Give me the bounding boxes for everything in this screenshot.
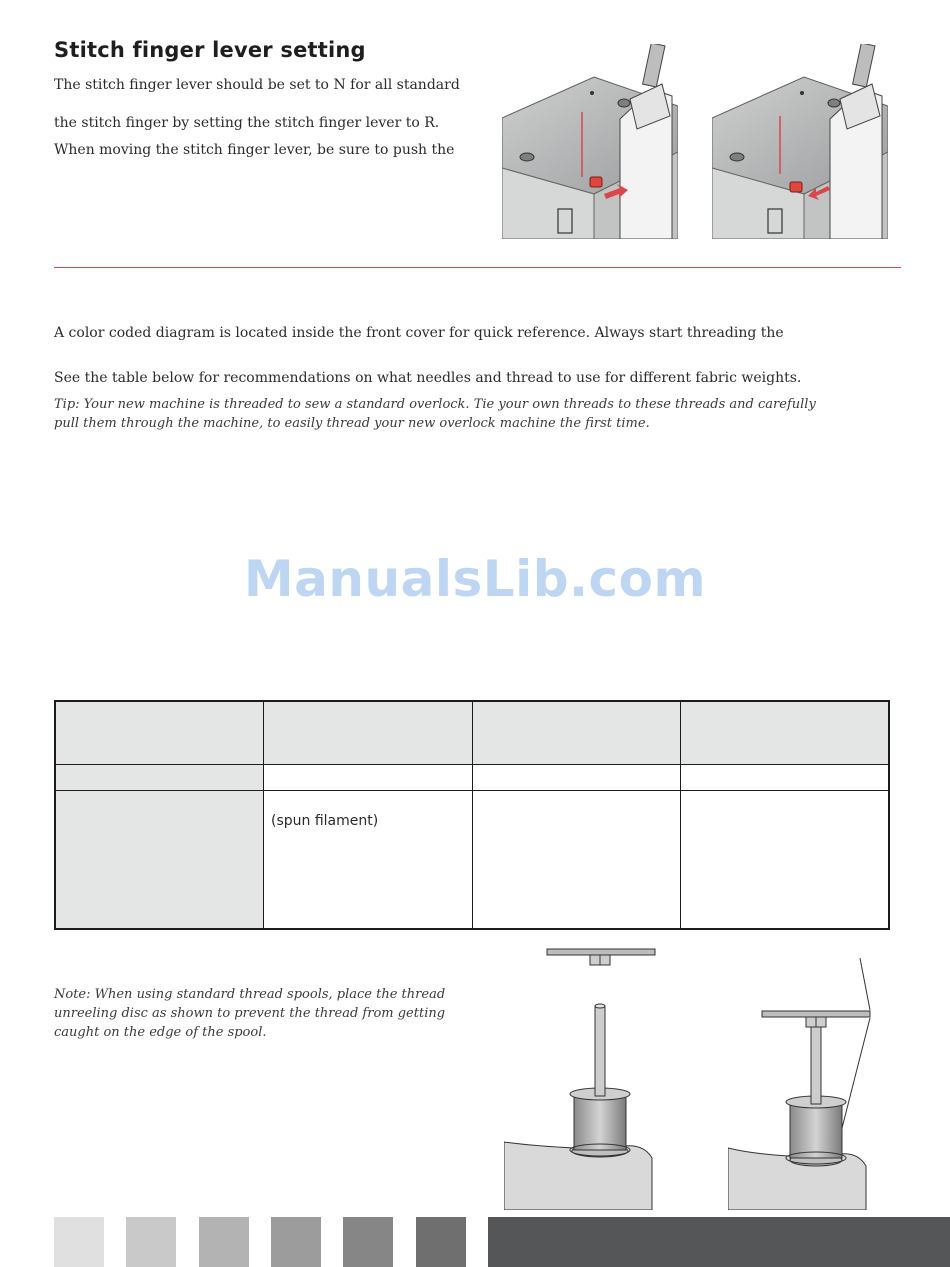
table-header-cell	[681, 701, 890, 765]
tip-line-2: pull them through the machine, to easily thread your new overlock machine the first time.	[54, 416, 650, 431]
table-row-label	[55, 791, 264, 929]
needle-thread-table	[54, 700, 890, 930]
note-line-2: unreeling disc as shown to prevent the thread from getting	[54, 1006, 446, 1021]
spool-pin-with-disc-illustration	[728, 958, 874, 1210]
table-cell	[264, 765, 473, 791]
table-header-row	[55, 701, 889, 765]
table-cell	[472, 791, 681, 929]
stitch-finger-lever-n-illustration	[502, 44, 678, 239]
threading-text-line-1: A color coded diagram is located inside the front cover for quick reference. Always start threading the	[54, 325, 784, 341]
thread-type-text: (spun filament)	[271, 813, 379, 830]
note-line-3: caught on the edge of the spool.	[54, 1025, 267, 1040]
chapter-tab[interactable]	[271, 1217, 321, 1267]
table-row	[55, 791, 889, 929]
intro-line-1: The stitch finger lever should be set to N for all standard	[54, 77, 460, 93]
section-divider	[54, 267, 901, 268]
table-header-cell	[472, 701, 681, 765]
chapter-tab[interactable]	[54, 1217, 104, 1267]
table-header-cell	[55, 701, 264, 765]
chapter-tab[interactable]	[416, 1217, 466, 1267]
table-cell	[681, 791, 890, 929]
intro-line-3: When moving the stitch finger lever, be sure to push the	[54, 142, 455, 158]
threading-text-line-2: See the table below for recommendations on what needles and thread to use for different fabric weights.	[54, 370, 802, 386]
table-row-label	[55, 765, 264, 791]
table-cell	[264, 791, 473, 929]
table-row	[55, 765, 889, 791]
chapter-tab[interactable]	[343, 1217, 393, 1267]
table-cell	[681, 765, 890, 791]
footer-chapter-tabs	[0, 1217, 488, 1267]
table-header-cell	[264, 701, 473, 765]
chapter-tab[interactable]	[126, 1217, 176, 1267]
intro-line-2: the stitch finger by setting the stitch finger lever to R.	[54, 115, 440, 131]
stitch-finger-lever-r-illustration	[712, 44, 888, 239]
table-cell	[472, 765, 681, 791]
note-line-1: Note: When using standard thread spools, place the thread	[54, 987, 446, 1002]
spool-with-disc-illustration	[504, 946, 660, 1210]
section-heading: Stitch finger lever setting	[54, 38, 366, 62]
tip-line-1: Tip: Your new machine is threaded to sew a standard overlock. Tie your own threads to these threads and carefully	[54, 397, 816, 412]
footer-bar	[488, 1217, 950, 1267]
watermark: ManualsLib.com	[243, 550, 707, 608]
chapter-tab[interactable]	[199, 1217, 249, 1267]
